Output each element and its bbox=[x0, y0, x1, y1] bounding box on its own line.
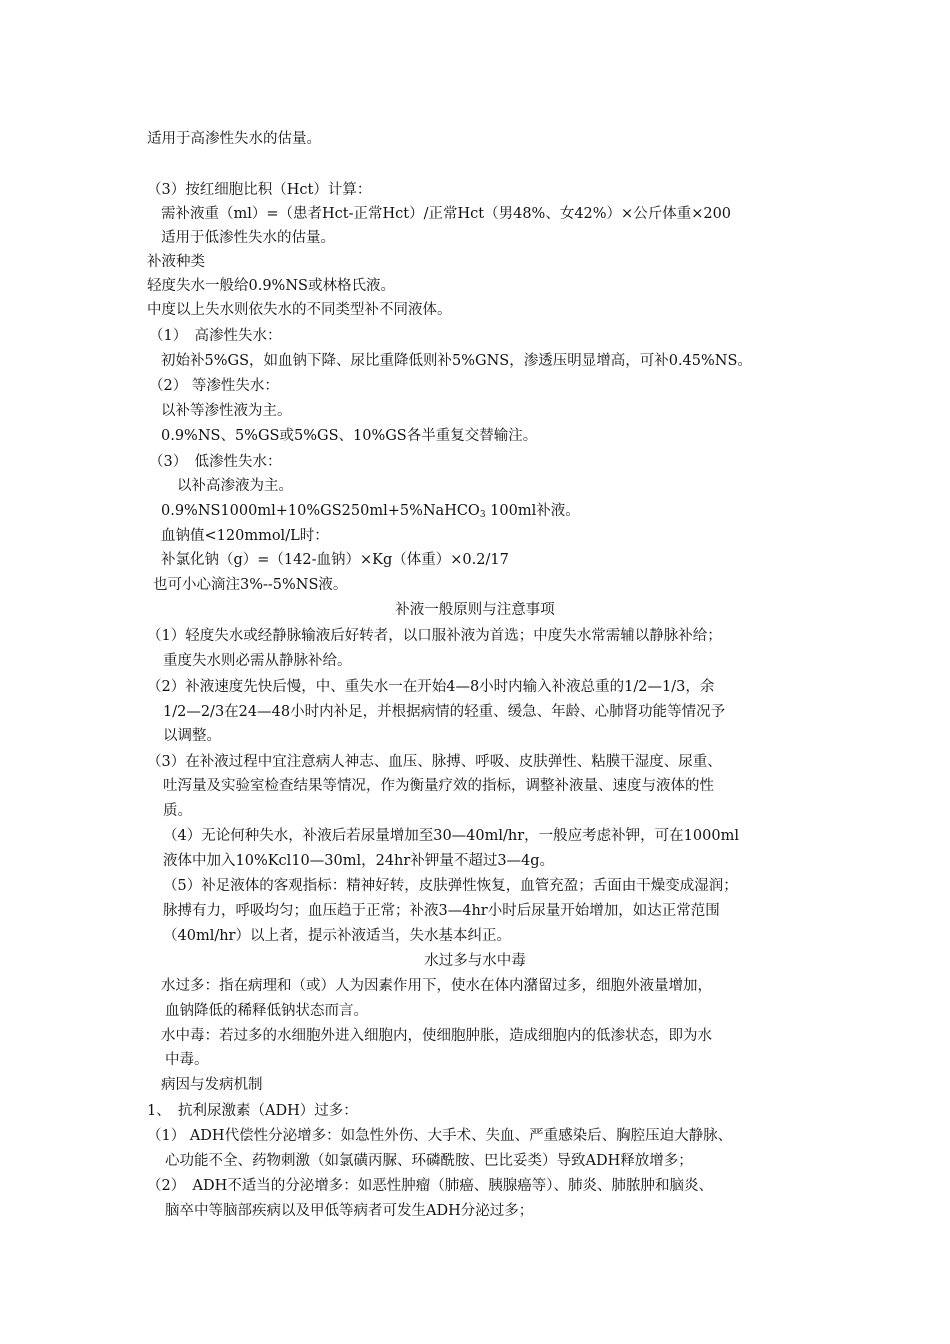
section-heading: 病因与发病机制 bbox=[161, 1077, 263, 1093]
formula-line: 需补液重（ml）=（患者Hct-正常Hct）/正常Hct（男48%、女42%）×公斤体重×200 bbox=[161, 206, 732, 222]
section-title: 水过多与水中毒 bbox=[424, 953, 526, 969]
text-line: 以补高渗液为主。 bbox=[177, 478, 293, 494]
text-line: （40ml/hr）以上者，提示补液适当，失水基本纠正。 bbox=[163, 928, 511, 944]
text-line: 也可小心滴注3%--5%NS液。 bbox=[153, 577, 348, 593]
list-item: （3） 低渗性失水： bbox=[149, 454, 282, 470]
text-line: 中毒。 bbox=[165, 1052, 209, 1068]
list-item: （3）在补液过程中宜注意病人神志、血压、脉搏、呼吸、皮肤弹性、粘膜干湿度、尿重、 bbox=[147, 754, 722, 770]
list-item: 1、 抗利尿激素（ADH）过多： bbox=[147, 1103, 358, 1119]
text-line: 轻度失水一般给0.9%NS或林格氏液。 bbox=[147, 278, 395, 294]
text-line: 质。 bbox=[163, 803, 192, 819]
text-line: 吐泻量及实验室检查结果等情况，作为衡量疗效的指标，调整补液量、速度与液体的性 bbox=[163, 778, 714, 794]
list-item: （1） 高渗性失水： bbox=[149, 328, 282, 344]
text-line: 血钠值<120mmol/L时： bbox=[161, 528, 329, 544]
text-line: 以补等渗性液为主。 bbox=[161, 403, 292, 419]
text-line: 0.9%NS、5%GS或5%GS、10%GS各半重复交替输注。 bbox=[161, 428, 538, 444]
text-line: 0.9%NS1000ml+10%GS250ml+5%NaHCO$_3$ 100ml补液。 bbox=[161, 503, 580, 520]
text-line: 以调整。 bbox=[163, 728, 221, 744]
text-line: 初始补5%GS，如血钠下降、尿比重降低则补5%GNS，渗透压明显增高，可补0.45%NS。 bbox=[161, 353, 752, 369]
text-line: 脉搏有力，呼吸均匀；血压趋于正常；补液3—4hr小时后尿量开始增加，如达正常范围 bbox=[163, 903, 720, 919]
text-line: 中度以上失水则依失水的不同类型补不同液体。 bbox=[147, 302, 452, 318]
list-item: （2）补液速度先快后慢，中、重失水一在开始4—8小时内输入补液总重的1/2—1/3，余 bbox=[147, 679, 715, 695]
list-item: （5）补足液体的客观指标：精神好转，皮肤弹性恢复，血管充盈；舌面由干燥变成湿润； bbox=[163, 878, 738, 894]
list-item: （2） 等渗性失水： bbox=[149, 378, 279, 394]
text-line: 液体中加入10%Kcl10—30ml，24hr补钾量不超过3—4g。 bbox=[163, 853, 555, 869]
text-line: 1/2—2/3在24—48小时内补足，并根据病情的轻重、缓急、年龄、心肺肾功能等情况予 bbox=[163, 704, 726, 720]
text-line: 脑卒中等脑部疾病以及甲低等病者可发生ADH分泌过多； bbox=[165, 1203, 534, 1219]
list-item: （1）轻度失水或经静脉输液后好转者，以口服补液为首选；中度失水常需辅以静脉补给； bbox=[147, 628, 722, 644]
list-item: （2） ADH不适当的分泌增多：如恶性肿瘤（肺癌、胰腺癌等）、肺炎、肺脓肿和脑炎、 bbox=[147, 1178, 713, 1194]
text-line: 血钠降低的稀释低钠状态而言。 bbox=[165, 1003, 368, 1019]
text-line: 适用于高渗性失水的估量。 bbox=[147, 131, 321, 147]
text-line: 心功能不全、药物刺激（如氯磺丙脲、环磷酰胺、巴比妥类）导致ADH释放增多； bbox=[165, 1153, 693, 1169]
list-item: （4）无论何种失水，补液后若尿量增加至30—40ml/hr，一般应考虑补钾，可在1000ml bbox=[163, 828, 739, 844]
text-line: 适用于低渗性失水的估量。 bbox=[161, 230, 335, 246]
section-title: 补液一般原则与注意事项 bbox=[395, 602, 555, 618]
text-line: 重度失水则必需从静脉补给。 bbox=[163, 653, 352, 669]
section-heading: （3）按红细胞比积（Hct）计算： bbox=[147, 182, 372, 198]
section-heading: 补液种类 bbox=[147, 254, 205, 270]
list-item: （1） ADH代偿性分泌增多：如急性外伤、大手术、失血、严重感染后、胸腔压迫大静脉、 bbox=[147, 1128, 733, 1144]
formula-line: 补氯化钠（g）=（142-血钠）×Kg（体重）×0.2/17 bbox=[161, 552, 509, 568]
text-line: 水过多：指在病理和（或）人为因素作用下，使水在体内潴留过多，细胞外液量增加， bbox=[161, 978, 712, 994]
text-line: 水中毒：若过多的水细胞外进入细胞内，使细胞肿胀，造成细胞内的低渗状态，即为水 bbox=[161, 1028, 712, 1044]
